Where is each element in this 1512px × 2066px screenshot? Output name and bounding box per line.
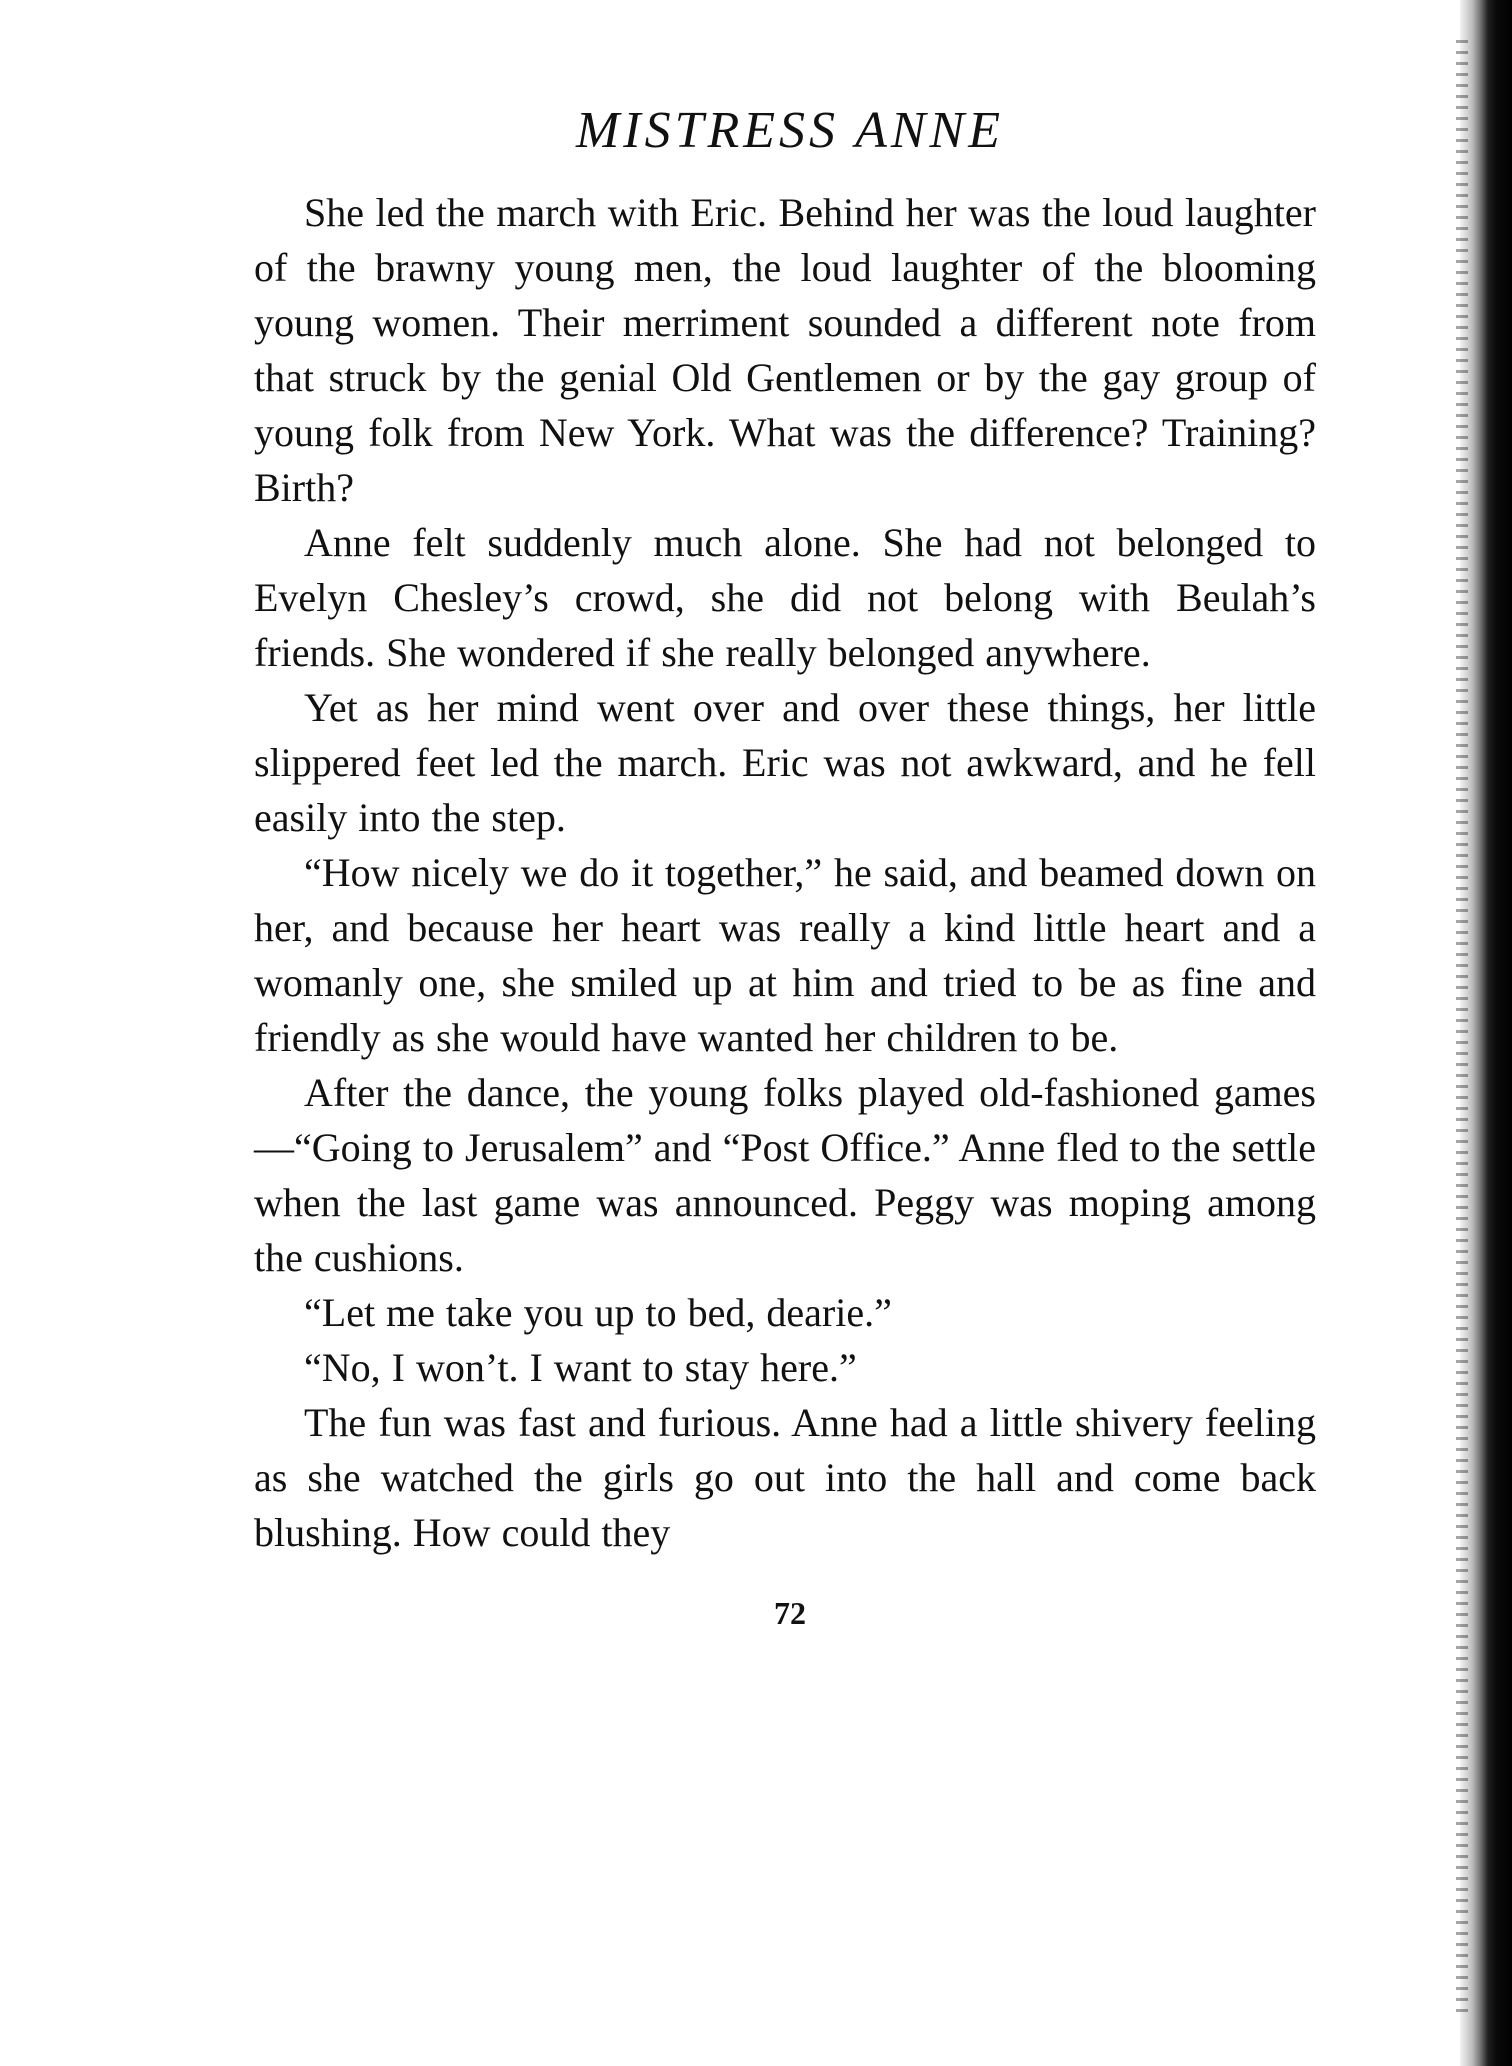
page-number: 72	[774, 1595, 806, 1631]
paragraph: “No, I won’t. I want to stay here.”	[304, 1345, 857, 1390]
paragraph: “How nicely we do it together,” he said, and beamed down on her, and because her heart was really a kind little heart and a womanly one, she smiled up at him and tried to be as fine and friendly as she would have wanted her children to be.	[254, 850, 1316, 1060]
body-text	[254, 185, 1316, 1560]
paragraph: The fun was fast and furious. Anne had a little shivery feeling as she watched the girls go out into the hall and come back blushing. How could they	[254, 1400, 1316, 1555]
paragraph: Anne felt suddenly much alone. She had not belonged to Evelyn Chesley’s crowd, she did not belong with Beulah’s friends. She wondered if she really belonged anywhere.	[254, 520, 1316, 675]
paragraph: After the dance, the young folks played old-fashioned games—“Going to Jerusalem” and “Post Office.” Anne fled to the settle when the last game was announced. Peggy was moping among the cushions.	[254, 1070, 1316, 1280]
paragraph: She led the march with Eric. Behind her was the loud laughter of the brawny young men, the loud laughter of the blooming young women. Their merriment sounded a different note from that struck by the genial Old Gentlemen or by the gay group of young folk from New York. What was the difference? Training? Birth?	[254, 190, 1316, 510]
paragraph: Yet as her mind went over and over these things, her little slippered feet led the march. Eric was not awkward, and he fell easily into the step.	[254, 685, 1316, 840]
running-head-title: MISTRESS ANNE	[575, 102, 1005, 159]
paragraph: “Let me take you up to bed, dearie.”	[304, 1290, 892, 1335]
binding-shadow-texture	[1456, 40, 1468, 2020]
